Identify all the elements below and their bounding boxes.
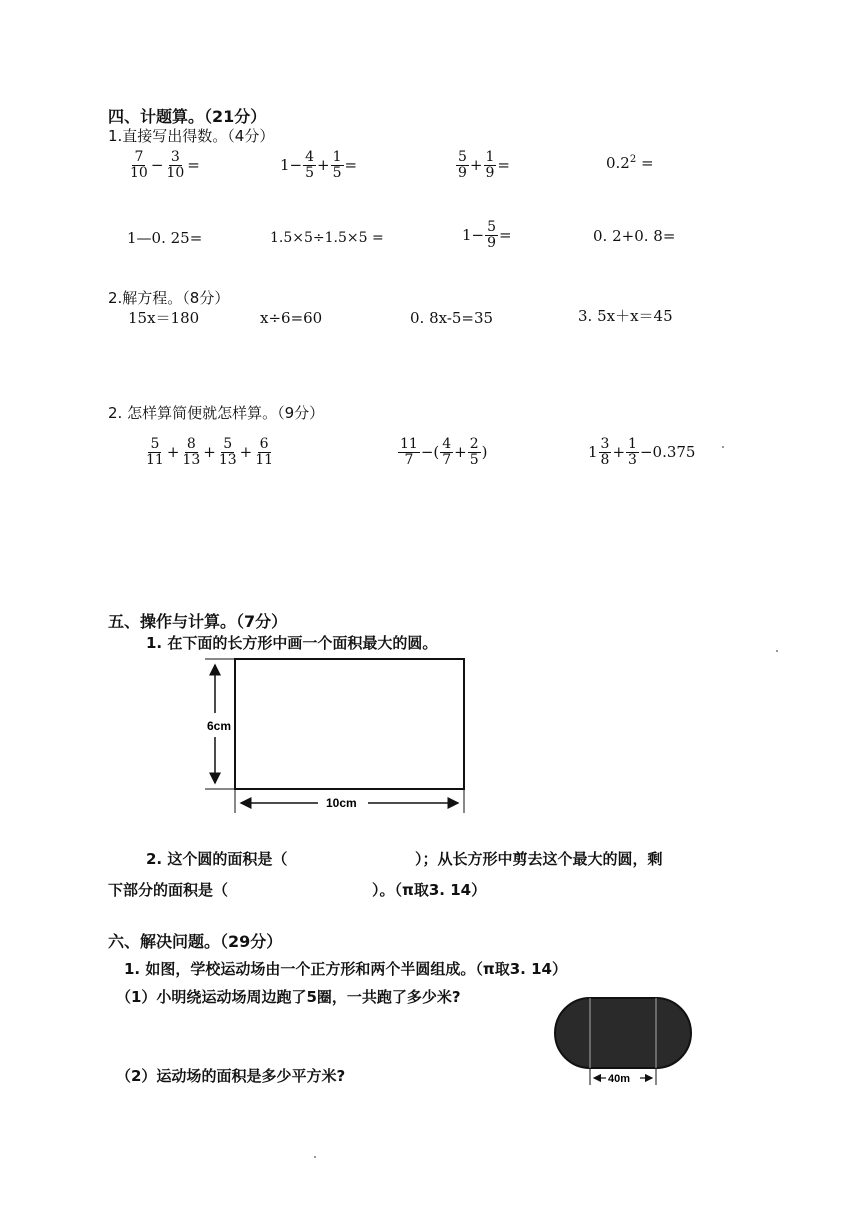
simplify-b: $\frac{11}{7}$ −( $\frac{4}{7}$ + $\frac{2}{5}$ ) xyxy=(400,436,488,468)
equation-3: 0. 8x-5=35 xyxy=(410,309,494,327)
fraction: $\frac{5}{9}$ xyxy=(458,149,467,181)
simplify-a: $\frac{5}{11}$ + $\frac{8}{13}$ + $\frac{5}{13}$ + $\frac{6}{11}$ xyxy=(146,436,274,468)
equation-2: x÷6=60 xyxy=(260,309,323,327)
calc-a: $\frac{7}{10}$ − $\frac{3}{10}$ = xyxy=(130,149,200,181)
calc-h: 0. 2+0. 8= xyxy=(593,227,676,245)
fraction: $\frac{1}{9}$ xyxy=(485,149,495,181)
problem-1-part-2: （2）运动场的面积是多少平方米? xyxy=(116,1067,346,1085)
calc-d: $0.2^2$ = xyxy=(606,154,654,172)
problem-1: 1. 如图，学校运动场由一个正方形和两个半圆组成。（π取3. 14） xyxy=(124,960,567,978)
fraction: $\frac{3}{10}$ xyxy=(166,149,185,181)
width-label: 10cm xyxy=(326,796,357,810)
section-5-title: 五、操作与计算。（7分） xyxy=(108,612,288,631)
fraction: $\frac{11}{7}$ xyxy=(400,436,418,468)
dim-label: 40m xyxy=(608,1073,631,1085)
fraction: $\frac{1}{5}$ xyxy=(332,149,342,181)
section-4-title: 四、计题算。（21分） xyxy=(108,107,267,126)
equation-1: 15x＝180 xyxy=(128,309,200,327)
problem-1-part-1: （1）小明绕运动场周边跑了5圈，一共跑了多少米? xyxy=(116,988,461,1006)
op-q2-line2a: 下部分的面积是（ xyxy=(108,881,229,899)
op-q1: 1. 在下面的长方形中画一个面积最大的圆。 xyxy=(146,634,438,652)
calc-e: 1—0. 25= xyxy=(127,229,203,247)
rectangle-diagram xyxy=(200,655,490,820)
fraction: $\frac{2}{5}$ xyxy=(469,436,479,468)
op-q2-line1a: 2. 这个圆的面积是（ xyxy=(146,850,288,868)
fraction: $\frac{4}{5}$ xyxy=(305,149,315,181)
op-q2-line1b: ）；从长方形中剪去这个最大的圆，剩 xyxy=(415,850,663,868)
scan-speck xyxy=(722,446,724,448)
fraction: $\frac{8}{13}$ xyxy=(182,436,201,468)
height-label: 6cm xyxy=(207,719,232,733)
fraction: $\frac{1}{3}$ xyxy=(628,436,637,468)
calc-f: 1.5×5÷1.5×5 = xyxy=(270,230,384,246)
scan-speck xyxy=(314,1156,316,1158)
fraction: $\frac{7}{10}$ xyxy=(130,149,148,181)
track-diagram xyxy=(552,995,697,1090)
op-q2-line2b: ）。（π取3. 14） xyxy=(372,881,487,899)
section-6-title: 六、解决问题。（29分） xyxy=(108,932,283,951)
calc-b: 1− $\frac{4}{5}$ + $\frac{1}{5}$ = xyxy=(280,149,358,181)
q1-title: 1.直接写出得数。（4分） xyxy=(108,127,275,145)
track-shape xyxy=(555,998,691,1068)
rectangle xyxy=(235,659,464,789)
fraction: $\frac{4}{7}$ xyxy=(442,436,452,468)
equation-4: 3. 5x＋x＝45 xyxy=(578,307,673,325)
fraction: $\frac{5}{9}$ xyxy=(487,219,497,251)
fraction: $\frac{5}{11}$ xyxy=(146,436,164,468)
fraction: $\frac{5}{13}$ xyxy=(218,436,237,468)
scan-speck xyxy=(776,650,778,652)
fraction: $\frac{6}{11}$ xyxy=(255,436,274,468)
calc-c: $\frac{5}{9}$ + $\frac{1}{9}$ = xyxy=(458,149,510,181)
q2-title: 2.解方程。（8分） xyxy=(108,289,230,307)
simplify-c: 1 $\frac{3}{8}$ + $\frac{1}{3}$ −0.375 xyxy=(588,436,696,468)
calc-g: 1− $\frac{5}{9}$ = xyxy=(462,219,512,251)
q3-title: 2. 怎样算简便就怎样算。（9分） xyxy=(108,404,325,422)
fraction: $\frac{3}{8}$ xyxy=(600,436,610,468)
